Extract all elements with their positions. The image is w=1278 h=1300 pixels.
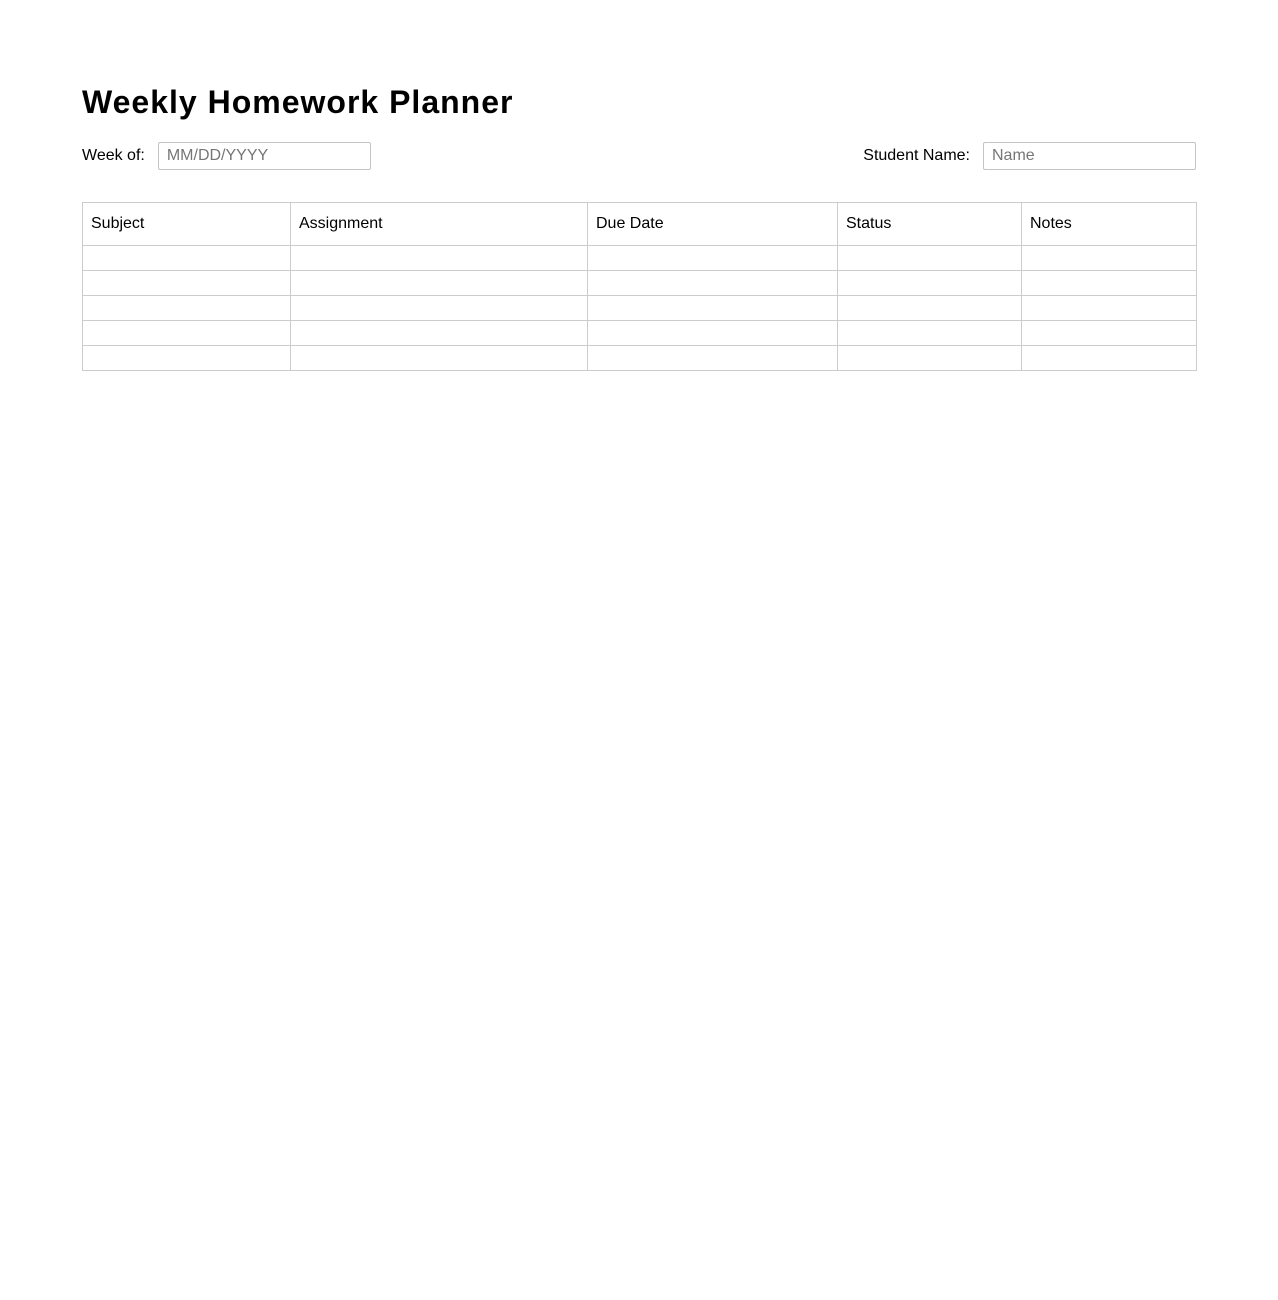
cell-subject[interactable] (83, 246, 291, 271)
student-name-input[interactable] (983, 142, 1196, 170)
cell-subject[interactable] (83, 321, 291, 346)
cell-due-date[interactable] (588, 346, 838, 371)
cell-due-date[interactable] (588, 271, 838, 296)
cell-status[interactable] (838, 296, 1022, 321)
table-row (83, 296, 1197, 321)
cell-notes[interactable] (1022, 296, 1197, 321)
header-due-date: Due Date (588, 203, 838, 246)
cell-notes[interactable] (1022, 271, 1197, 296)
cell-subject[interactable] (83, 271, 291, 296)
week-of-input[interactable] (158, 142, 371, 170)
cell-due-date[interactable] (588, 246, 838, 271)
week-of-field (82, 142, 371, 170)
table-row (83, 321, 1197, 346)
cell-assignment[interactable] (291, 321, 588, 346)
table-row (83, 271, 1197, 296)
cell-status[interactable] (838, 271, 1022, 296)
cell-notes[interactable] (1022, 321, 1197, 346)
cell-due-date[interactable] (588, 296, 838, 321)
week-of-label: Week of: (82, 147, 145, 164)
cell-status[interactable] (838, 346, 1022, 371)
cell-notes[interactable] (1022, 246, 1197, 271)
table-row (83, 246, 1197, 271)
table-row (83, 346, 1197, 371)
header-status: Status (838, 203, 1022, 246)
cell-subject[interactable] (83, 346, 291, 371)
table-header-row (83, 203, 1197, 246)
cell-status[interactable] (838, 321, 1022, 346)
header-subject: Subject (83, 203, 291, 246)
cell-subject[interactable] (83, 296, 291, 321)
header-notes: Notes (1022, 203, 1197, 246)
cell-notes[interactable] (1022, 346, 1197, 371)
cell-assignment[interactable] (291, 246, 588, 271)
header-assignment: Assignment (291, 203, 588, 246)
page-title: Weekly Homework Planner (82, 84, 514, 120)
cell-status[interactable] (838, 246, 1022, 271)
header-fields (82, 142, 1196, 170)
cell-due-date[interactable] (588, 321, 838, 346)
cell-assignment[interactable] (291, 271, 588, 296)
student-name-field (863, 142, 1196, 170)
cell-assignment[interactable] (291, 346, 588, 371)
homework-table (82, 202, 1197, 371)
student-name-label: Student Name: (863, 147, 970, 164)
cell-assignment[interactable] (291, 296, 588, 321)
